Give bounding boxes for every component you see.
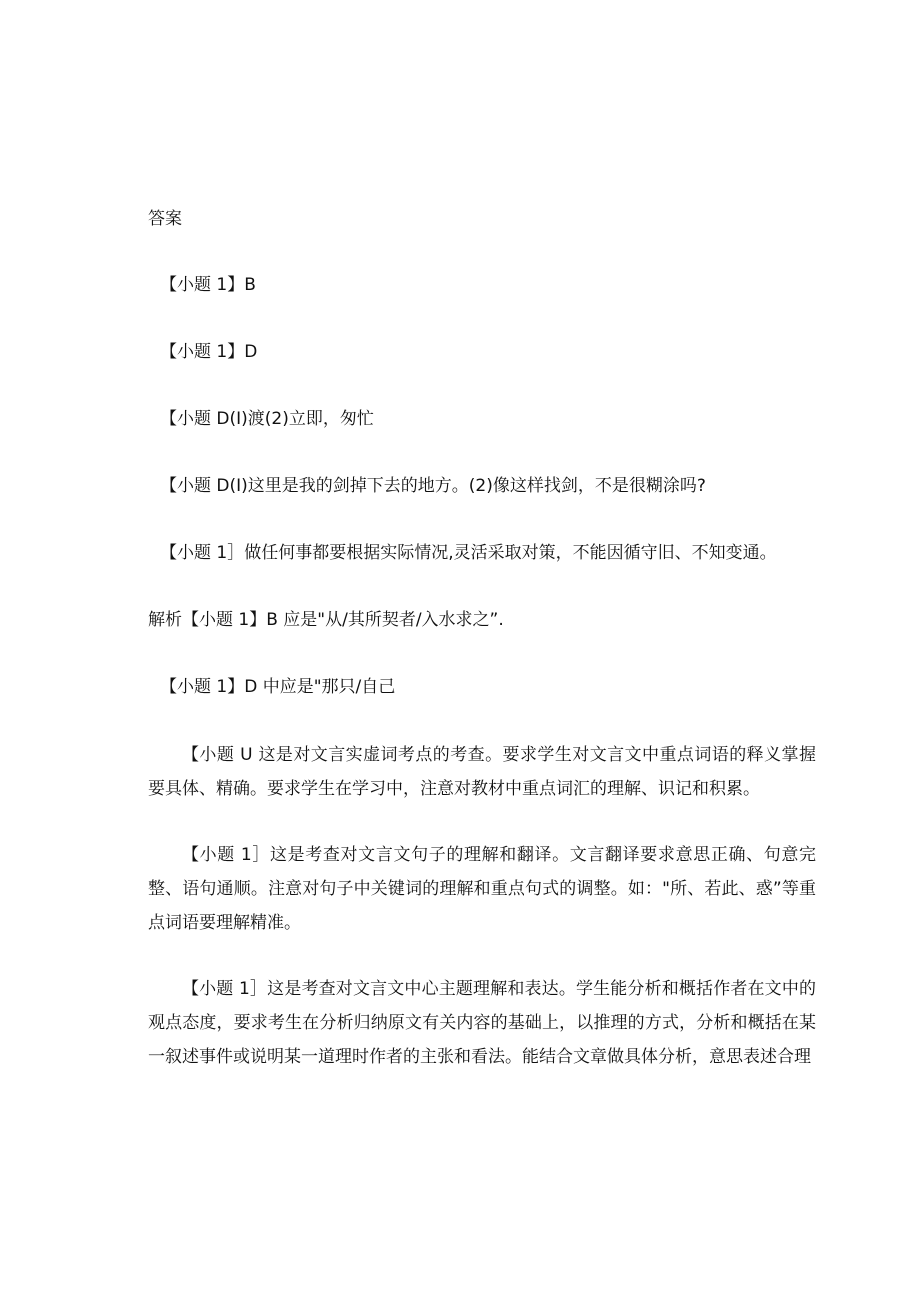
answer-item-3: 【小题 D(I)渡(2)立即，匆忙: [160, 409, 374, 429]
answer-item-5: 【小题 1］做任何事都要根据实际情况,灵活采取对策，不能因循守旧、不知变通。: [160, 543, 777, 563]
analysis-paragraph-3: 【小题 1］这是考查对文言文中心主题理解和表达。学生能分析和概括作者在文中的观点态度，要求考生在分析归纳原文有关内容的基础上，以推理的方式，分析和概括在某一叙述事件或说明某一道理时作者的主张和看法。能结合文章做具体分析，意思表述合理: [148, 979, 816, 1067]
answer-item-4: 【小题 D(I)这里是我的剑掉下去的地方。(2)像这样找剑，不是很糊涂吗?: [160, 476, 706, 496]
answer-heading: 答案: [148, 209, 182, 229]
analysis-paragraph-2: 【小题 1］这是考查对文言文句子的理解和翻译。文言翻译要求意思正确、句意完整、语句通顺。注意对句子中关键词的理解和重点句式的调整。如："所、若此、惑”等重点词语要理解精准。: [148, 845, 816, 933]
answer-item-1: 【小题 1】B: [160, 275, 256, 295]
analysis-item-1: 解析【小题 1】B 应是"从/其所契者/入水求之”.: [148, 610, 504, 630]
analysis-paragraph-1: 【小题 U 这是对文言实虚词考点的考查。要求学生对文言文中重点词语的释义掌握要具体、精确。要求学生在学习中，注意对教材中重点词汇的理解、识记和积累。: [148, 745, 816, 799]
answer-item-2: 【小题 1】D: [160, 342, 258, 362]
analysis-item-2: 【小题 1】D 中应是"那只/自己: [160, 677, 396, 697]
